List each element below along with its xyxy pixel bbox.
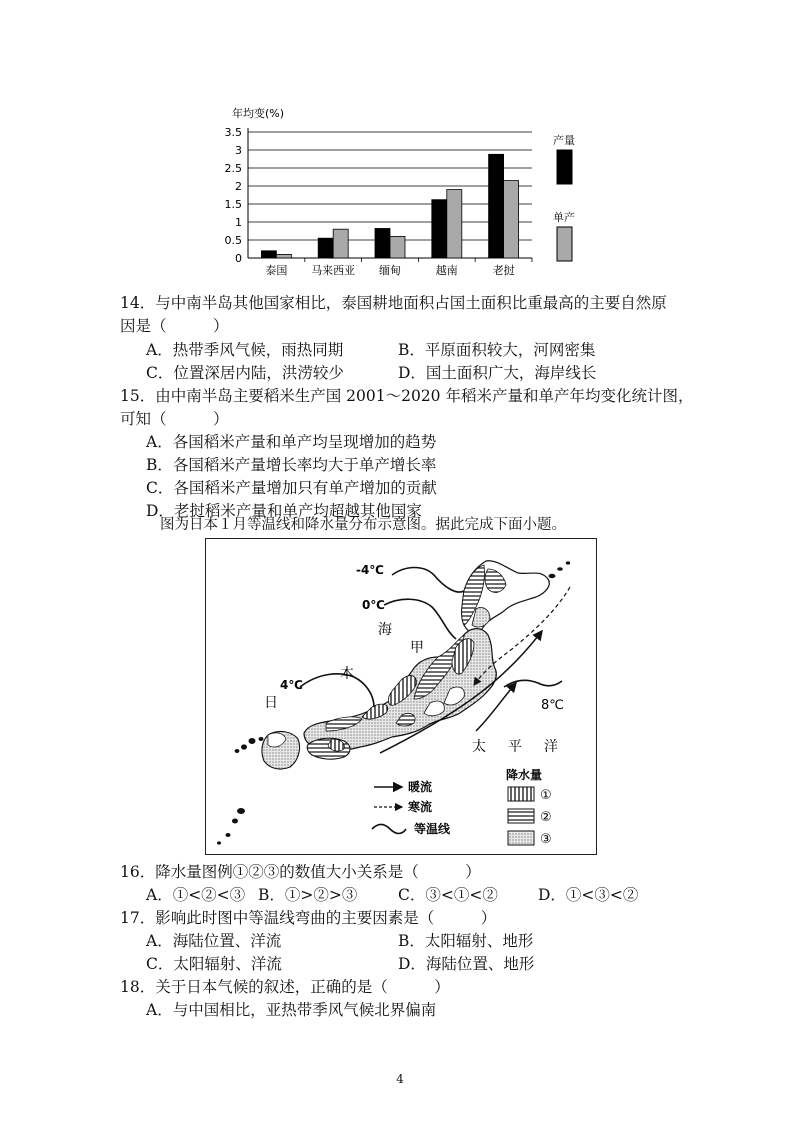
q15-option-d[interactable]: D．老挝稻米产量和单产均超越其他国家	[146, 502, 422, 520]
legend-warm-label: 暖流	[408, 780, 433, 794]
kyushu-island	[262, 732, 300, 769]
legend-precip-2-swatch	[508, 809, 534, 823]
bar-yield	[504, 181, 519, 258]
q14-option-d[interactable]: D．国土面积广大，海岸线长	[398, 364, 597, 382]
q17-option-c[interactable]: C．太阳辐射、洋流	[146, 955, 282, 973]
y-tick-label: 1	[235, 216, 242, 229]
x-tick-label: 马来西亚	[311, 264, 356, 277]
isotherm-4-label: 4℃	[280, 678, 303, 692]
japan-map	[205, 538, 597, 855]
sea-label-ri: 日	[264, 695, 278, 711]
bar-output	[318, 238, 333, 258]
q14-stem-line2: 因是（ ）	[120, 317, 229, 335]
honshu-island	[304, 629, 496, 751]
x-tick-label: 老挝	[492, 264, 515, 277]
sea-label-ben: 本	[340, 666, 354, 682]
kuril-islands	[549, 561, 571, 578]
q16-option-d[interactable]: D．①<③<②	[538, 886, 639, 904]
y-tick-label: 1.5	[224, 198, 242, 211]
japan-map-svg	[206, 539, 596, 854]
legend-isotherm-line	[372, 825, 406, 834]
bars-group	[261, 154, 518, 258]
q14-option-c[interactable]: C．位置深居内陆，洪涝较少	[146, 364, 344, 382]
q15-stem-line2: 可知（ ）	[120, 410, 229, 428]
chart-svg	[210, 104, 600, 282]
y-tick-label: 0	[235, 252, 242, 265]
bar-yield	[447, 190, 462, 258]
y-tick-label: 3	[235, 144, 242, 157]
q17-option-d[interactable]: D．海陆位置、地形	[398, 955, 535, 973]
y-tick-label: 3.5	[224, 126, 242, 139]
x-tick-label: 缅甸	[379, 264, 401, 277]
q17-option-b[interactable]: B．太阳辐射、地形	[398, 932, 534, 950]
legend-isotherm-label: 等温线	[414, 822, 451, 836]
q15-option-a[interactable]: A．各国稻米产量和单产均呈现增加的趋势	[146, 433, 437, 451]
sea-label-hai: 海	[378, 622, 392, 638]
bar-output	[261, 251, 276, 258]
bar-chart	[210, 104, 600, 282]
q18-stem: 18．关于日本气候的叙述，正确的是（ ）	[120, 978, 450, 996]
ocean-label-tai: 太	[472, 739, 486, 755]
q14-stem-line1: 14．与中南半岛其他国家相比，泰国耕地面积占国土面积比重最高的主要自然原	[120, 294, 667, 312]
q16-option-a[interactable]: A．①<②<③	[146, 886, 246, 904]
q15-option-b[interactable]: B．各国稻米产量增长率均大于单产增长率	[146, 456, 437, 474]
legend-yield-label: 单产	[553, 211, 575, 224]
isotherm-8-label: 8℃	[541, 698, 564, 713]
x-axis	[265, 258, 532, 277]
map-intro-text: 图为日本１月等温线和降水量分布示意图。据此完成下面小题。	[160, 517, 566, 533]
legend-precip-3-label: ③	[540, 832, 552, 847]
q16-option-c[interactable]: C．③<①<②	[398, 886, 498, 904]
q17-stem: 17．影响此时图中等温线弯曲的主要因素是（ ）	[120, 909, 497, 927]
bar-output	[489, 154, 504, 258]
legend-output-label: 产量	[553, 134, 575, 147]
bar-yield	[390, 236, 405, 258]
y-tick-label: 0.5	[224, 234, 242, 247]
y-tick-label: 2.5	[224, 162, 242, 175]
label-jia: 甲	[410, 640, 424, 656]
legend-precip-1-label: ①	[540, 788, 552, 803]
legend-precip-3-swatch	[508, 831, 534, 845]
ocean-label-yang: 洋	[544, 739, 558, 755]
page-number: 4	[396, 1072, 404, 1086]
y-tick-label: 2	[235, 180, 242, 193]
x-tick-label: 泰国	[265, 264, 288, 277]
q14-option-a[interactable]: A．热带季风气候，雨热同期	[146, 341, 344, 359]
q15-option-c[interactable]: C．各国稻米产量增加只有单产增加的贡献	[146, 479, 437, 497]
q14-option-b[interactable]: B．平原面积较大，河网密集	[398, 341, 596, 359]
shikoku-island	[307, 738, 350, 759]
q17-option-a[interactable]: A．海陆位置、洋流	[146, 932, 282, 950]
q18-option-a[interactable]: A．与中国相比，亚热带季风气候北界偏南	[146, 1001, 437, 1019]
legend-output-swatch	[557, 150, 572, 184]
ocean-label-ping: 平	[508, 739, 522, 755]
bar-yield	[333, 229, 348, 258]
isotherm-neg4-label: -4℃	[356, 563, 384, 577]
q16-option-b[interactable]: B．①>②>③	[258, 886, 358, 904]
q15-stem-line1: 15．由中南半岛主要稻米生产国 2001～2020 年稻米产量和单产年均变化统计图，	[120, 387, 694, 405]
map-legend	[372, 767, 552, 847]
bar-output	[375, 228, 390, 258]
x-tick-label: 越南	[435, 264, 458, 277]
legend-precip-1-swatch	[508, 787, 534, 801]
isotherm-0-label: 0℃	[362, 598, 385, 612]
legend-precip-title: 降水量	[506, 768, 543, 782]
legend-precip-2-label: ②	[540, 810, 552, 825]
bar-yield	[276, 254, 291, 258]
legend-yield-swatch	[557, 227, 572, 261]
hokkaido-island	[462, 561, 550, 633]
q16-stem: 16．降水量图例①②③的数值大小关系是（ ）	[120, 863, 481, 881]
bar-output	[432, 200, 447, 258]
small-islands-west	[235, 737, 264, 753]
legend-cold-label: 寒流	[408, 800, 433, 814]
chart-ylabel: 年均变(%)	[232, 107, 285, 120]
ryukyu-islands	[217, 808, 245, 845]
